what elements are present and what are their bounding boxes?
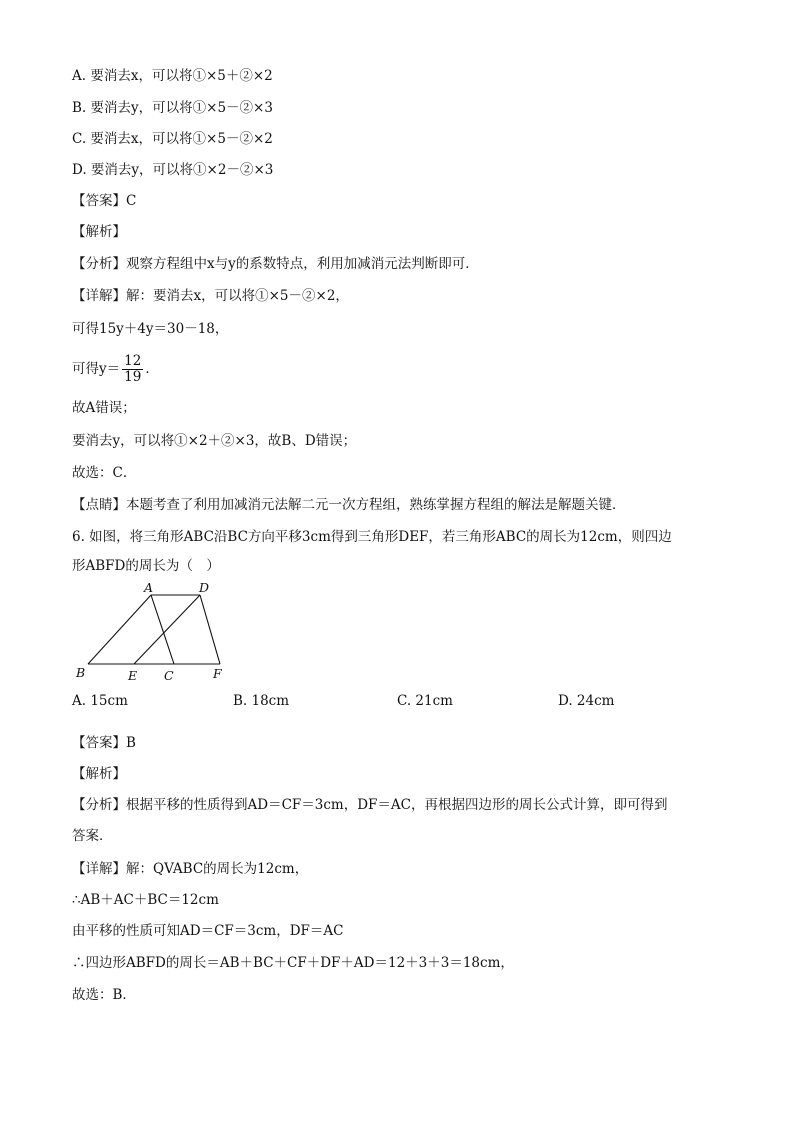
q6-step3: ∴四边形ABFD的周长＝AB＋BC＋CF＋DF＋AD＝12＋3＋3＝18cm，	[72, 955, 514, 971]
q5-xiangjie: 【详解】解：要消去x，可以将①×5－②×2，	[72, 288, 349, 304]
q5-option-b: B. 要消去y，可以将①×5－②×3	[72, 100, 273, 116]
q6-fenxi-line1: 【分析】根据平移的性质得到AD＝CF＝3cm，DF＝AC，再根据四边形的周长公式计算，即可得到	[72, 797, 668, 813]
segment-ac	[151, 595, 174, 664]
segment-ab	[88, 595, 151, 664]
q6-option-a: A. 15cm	[72, 693, 128, 709]
q5-option-d: D. 要消去y，可以将①×2－②×3	[72, 162, 274, 178]
q5-step1: 可得15y＋4y＝30－18，	[72, 321, 229, 337]
q5-step4: 要消去y，可以将①×2＋②×3，故B、D错误；	[72, 433, 357, 449]
q5-step2	[72, 354, 159, 385]
q6-stem-line1: 6. 如图，将三角形ABC沿BC方向平移3cm得到三角形DEF，若三角形ABC的周长为12cm，则四边	[72, 529, 672, 545]
label-e: E	[128, 668, 138, 683]
q5-option-a: A. 要消去x，可以将①×5＋②×2	[72, 68, 273, 84]
label-c: C	[164, 668, 174, 683]
fraction	[122, 354, 143, 385]
q6-analysis-label: 【解析】	[72, 766, 126, 782]
segment-df	[200, 595, 220, 664]
q6-step2: 由平移的性质可知AD＝CF＝3cm，DF＝AC	[72, 923, 344, 939]
label-d: D	[199, 580, 210, 595]
q5-step2-suffix: ．	[145, 361, 159, 377]
q6-answer: 【答案】B	[72, 735, 136, 751]
q6-option-d: D. 24cm	[558, 693, 615, 709]
translation-figure	[72, 580, 242, 685]
fraction-numerator: 12	[124, 353, 142, 369]
q6-step1: ∴AB＋AC＋BC＝12cm	[72, 892, 219, 908]
q5-option-c: C. 要消去x，可以将①×5－②×2	[72, 131, 273, 147]
q5-answer: 【答案】C	[72, 193, 137, 209]
q5-analysis-label: 【解析】	[72, 224, 126, 240]
label-f: F	[213, 666, 222, 681]
label-b: B	[76, 665, 86, 680]
segment-ed	[134, 595, 200, 664]
q6-xiangjie: 【详解】解：QVABC的周长为12cm，	[72, 861, 309, 877]
q6-stem-line2: 形ABFD的周长为（ ）	[72, 558, 220, 574]
q5-dianjing: 【点睛】本题考查了利用加减消元法解二元一次方程组，熟练掌握方程组的解法是解题关键．	[72, 497, 626, 513]
q6-option-c: C. 21cm	[397, 693, 453, 709]
fraction-denominator: 19	[124, 369, 142, 385]
q5-step5: 故选：C．	[72, 465, 137, 481]
label-a: A	[144, 580, 154, 595]
q5-step2-prefix: 可得y＝	[72, 361, 121, 377]
q6-fenxi-line2: 答案．	[72, 828, 113, 844]
q5-step3: 故A错误；	[72, 400, 136, 416]
q6-step4: 故选：B．	[72, 987, 136, 1003]
q6-option-b: B. 18cm	[233, 693, 290, 709]
q5-fenxi: 【分析】观察方程组中x与y的系数特点，利用加减消元法判断即可．	[72, 256, 479, 272]
